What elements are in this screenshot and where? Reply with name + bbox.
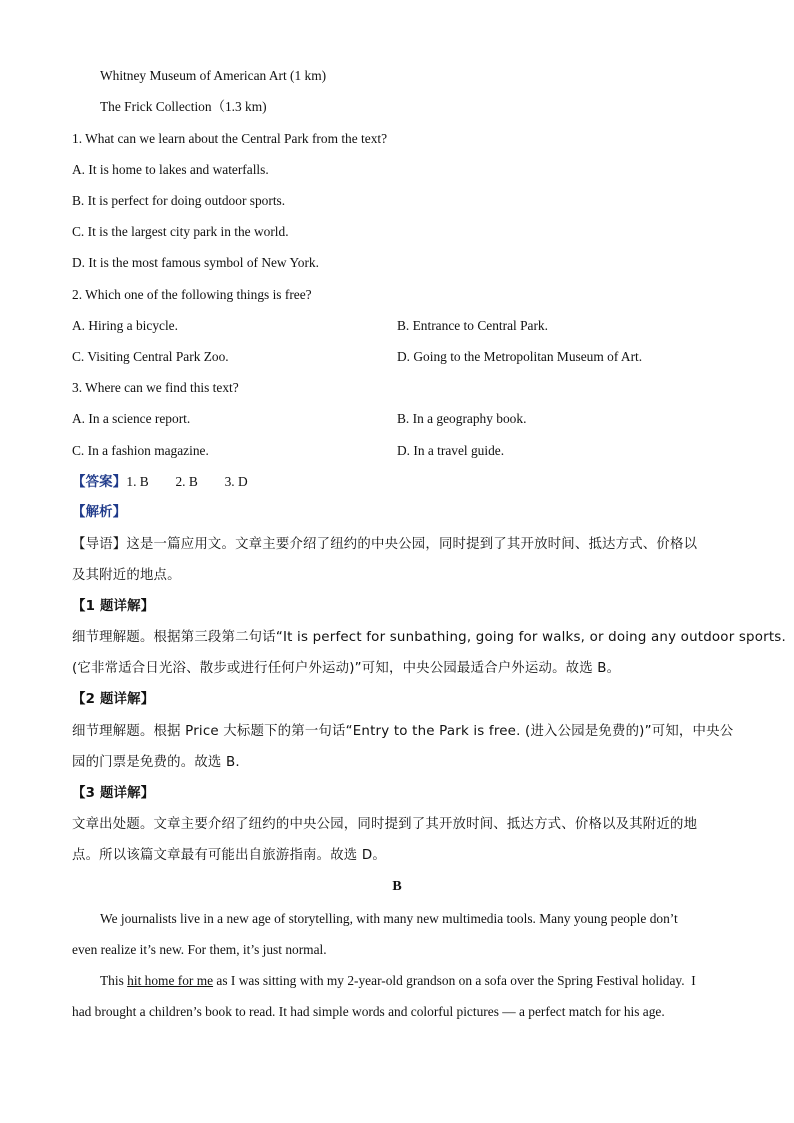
question-stem: 3. Where can we find this text? (72, 380, 239, 395)
question-stem: 1. What can we learn about the Central Park from the text? (72, 131, 388, 146)
question-option: B. In a geography book. (397, 411, 527, 426)
question-option: A. It is home to lakes and waterfalls. (72, 162, 269, 177)
detail-text: (它非常适合日光浴、散步或进行任何户外运动)”可知，中央公园最适合户外运动。故选 B。 (72, 661, 621, 676)
underlined-phrase: hit home for me (127, 973, 214, 988)
detail-label: 【1 题详解】 (72, 599, 155, 614)
guide-text: 【导语】这是一篇应用文。文章主要介绍了纽约的中央公园，同时提到了其开放时间、抵达方式、价格以 (72, 537, 698, 552)
detail-text: 文章出处题。文章主要介绍了纽约的中央公园，同时提到了其开放时间、抵达方式、价格以及其附近的地 (72, 817, 698, 832)
detail-text: 细节理解题。根据第三段第二句话“It is perfect for sunbathing, going for walks, or doing any outdoor sports. (72, 630, 786, 645)
nearby-item: Whitney Museum of American Art (1 km) (100, 68, 327, 83)
question-option: D. It is the most famous symbol of New York. (72, 255, 319, 270)
paragraph-line (100, 972, 696, 990)
question-option: A. In a science report. (72, 411, 191, 426)
paragraph-line: We journalists live in a new age of storytelling, with many new multimedia tools. Many young people don’t (100, 911, 678, 926)
guide-text: 及其附近的地点。 (72, 568, 181, 583)
question-option: C. It is the largest city park in the world. (72, 224, 289, 239)
question-option: A. Hiring a bicycle. (72, 318, 178, 333)
answer-label: 【答案】 (72, 475, 127, 490)
section-title: B (392, 879, 402, 894)
question-stem: 2. Which one of the following things is free? (72, 287, 312, 302)
paragraph-line: even realize it’s new. For them, it’s just normal. (72, 942, 327, 957)
detail-text: 细节理解题。根据 Price 大标题下的第一句话“Entry to the Park is free. (进入公园是免费的)”可知，中央公 (72, 724, 734, 739)
paragraph-text: as I was sitting with my 2-year-old grandson on a sofa over the Spring Festival holiday. I (213, 973, 696, 988)
nearby-item: The Frick Collection（1.3 km) (100, 99, 267, 114)
detail-text: 园的门票是免费的。故选 B. (72, 755, 240, 770)
question-option: C. In a fashion magazine. (72, 443, 209, 458)
analysis-label: 【解析】 (72, 505, 127, 520)
detail-label: 【3 题详解】 (72, 786, 155, 801)
question-option: C. Visiting Central Park Zoo. (72, 349, 229, 364)
answer-text: 1. B 2. B 3. D (126, 474, 248, 489)
paragraph-text: This (100, 973, 128, 988)
detail-text: 点。所以该篇文章最有可能出自旅游指南。故选 D。 (72, 848, 386, 863)
question-option: D. Going to the Metropolitan Museum of Art. (397, 349, 643, 364)
detail-label: 【2 题详解】 (72, 692, 155, 707)
answer-line (72, 473, 248, 492)
paragraph-line: had brought a children’s book to read. It had simple words and colorful pictures — a perfect match for his age. (72, 1004, 665, 1019)
question-option: D. In a travel guide. (397, 443, 505, 458)
question-option: B. It is perfect for doing outdoor sports. (72, 193, 286, 208)
question-option: B. Entrance to Central Park. (397, 318, 548, 333)
